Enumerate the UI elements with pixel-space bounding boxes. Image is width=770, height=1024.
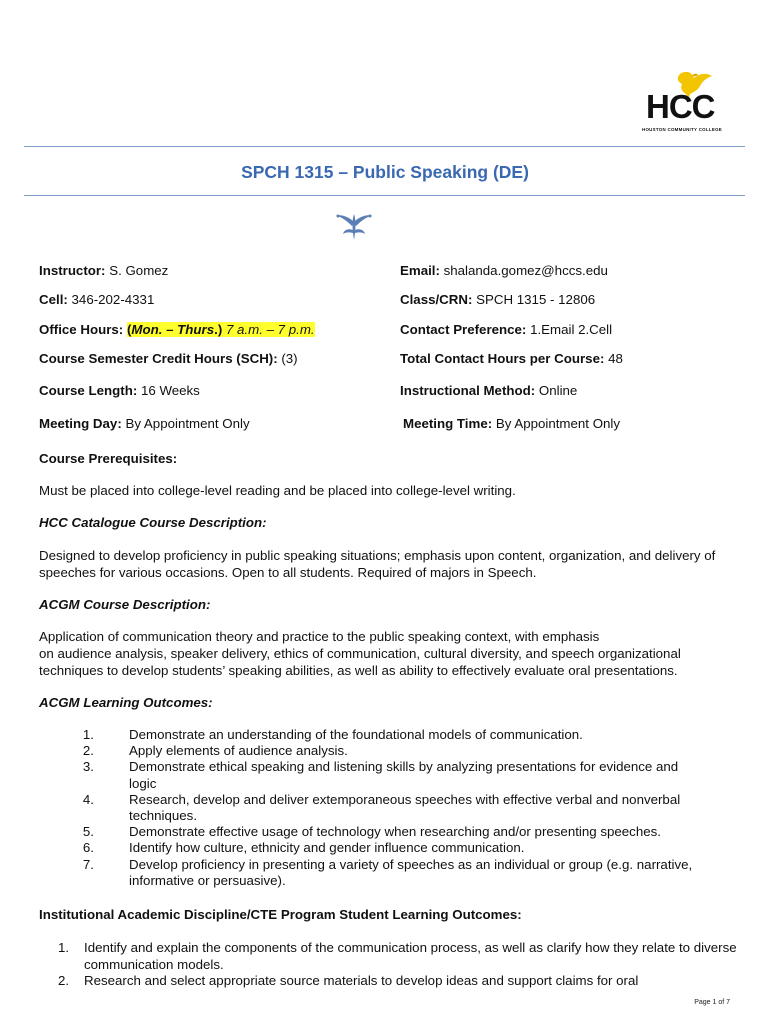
meeting-day-label: Meeting Day: xyxy=(39,416,122,431)
course-length-label: Course Length: xyxy=(39,383,138,398)
hcc-desc-text: Designed to develop proficiency in public speaking situations; emphasis upon content, organization, and delivery of speeches for various occasions. Open to all students. Required of majors in Speech. xyxy=(39,548,716,580)
email-field xyxy=(400,263,608,278)
item-number: 2. xyxy=(58,973,70,988)
class-crn-label: Class/CRN: xyxy=(400,292,473,307)
item-text: Research, develop and deliver extemporaneous speeches with effective verbal and nonverbal techniques. xyxy=(129,791,681,824)
item-text: Research and select appropriate source materials to develop ideas and support claims for oral xyxy=(84,973,639,988)
item-text: Apply elements of audience analysis. xyxy=(129,743,348,759)
contact-hours-label: Total Contact Hours per Course: xyxy=(400,351,605,366)
meeting-time-label: Meeting Time: xyxy=(403,416,493,431)
prereq-text: Must be placed into college-level reading and be placed into college-level writing. xyxy=(39,483,516,498)
contact-pref-value: 1.Email 2.Cell xyxy=(530,322,613,337)
office-hours-times: 7 a.m. – 7 p.m. xyxy=(222,322,315,337)
item-number: 4. xyxy=(82,791,94,807)
list-item xyxy=(39,743,739,759)
list-item xyxy=(39,824,739,840)
acgm-outcomes-heading: ACGM Learning Outcomes: xyxy=(39,695,213,710)
item-number: 7. xyxy=(82,856,94,872)
office-hours-label: Office Hours: xyxy=(39,322,124,337)
meeting-time-value: By Appointment Only xyxy=(495,416,621,431)
list-item xyxy=(39,792,739,824)
list-item xyxy=(58,973,738,990)
logo-word: HCC xyxy=(646,88,715,125)
cell-value: 346-202-4331 xyxy=(71,292,155,307)
office-hours-close: .) xyxy=(214,322,223,337)
instructor-label: Instructor: xyxy=(39,263,106,278)
institutional-list xyxy=(58,940,738,990)
email-value[interactable]: shalanda.gomez@hccs.edu xyxy=(443,263,608,278)
institutional-heading: Institutional Academic Discipline/CTE Program Student Learning Outcomes: xyxy=(39,907,522,922)
item-text: Develop proficiency in presenting a variety of speeches as an individual or group (e.g. narrative, informative or persuasive). xyxy=(129,856,693,888)
item-number: 6. xyxy=(82,840,94,856)
instr-method-value: Online xyxy=(538,383,578,398)
item-text: Identify and explain the components of the communication process, as well as clarify how they relate to diverse communication models. xyxy=(84,940,737,972)
page-number: Page 1 of 7 xyxy=(694,999,730,1006)
contact-hours-field xyxy=(400,351,623,366)
class-crn-field xyxy=(400,292,595,307)
credit-hours-field xyxy=(39,351,298,366)
acgm-desc-line: on audience analysis, speaker delivery, ethics of communication, cultural diversity, and speech organizational xyxy=(39,646,681,661)
item-text: Demonstrate effective usage of technology when researching and/or presenting speeches. xyxy=(129,824,661,840)
list-item xyxy=(58,940,738,973)
course-length-field xyxy=(39,383,200,398)
office-hours-days: Mon. – Thurs xyxy=(131,322,215,337)
bottom-rule xyxy=(24,195,745,196)
item-number: 1. xyxy=(58,940,70,955)
meeting-day-value: By Appointment Only xyxy=(125,416,250,431)
class-crn-value: SPCH 1315 - 12806 xyxy=(476,292,596,307)
office-hours-field xyxy=(39,322,315,337)
contact-hours-value: 48 xyxy=(608,351,623,366)
item-text: Demonstrate ethical speaking and listening skills by analyzing presentations for evidence and logic xyxy=(129,759,679,791)
prereq-heading: Course Prerequisites: xyxy=(39,451,178,466)
office-hours-highlight xyxy=(127,322,315,337)
credit-hours-label: Course Semester Credit Hours (SCH): xyxy=(39,351,278,366)
course-title: SPCH 1315 – Public Speaking (DE) xyxy=(241,162,529,182)
acgm-desc-heading: ACGM Course Description: xyxy=(39,597,211,612)
meeting-day-field xyxy=(39,416,250,431)
logo-subtitle: HOUSTON COMMUNITY COLLEGE xyxy=(642,127,723,132)
cell-label: Cell: xyxy=(39,292,68,307)
contact-pref-field xyxy=(400,322,612,337)
office-hours-open: ( xyxy=(126,322,132,337)
acgm-desc-text xyxy=(39,628,759,679)
cell-field xyxy=(39,292,154,307)
email-label: Email: xyxy=(400,263,440,278)
acgm-outcomes-list xyxy=(39,727,739,889)
instructor-value: S. Gomez xyxy=(109,263,169,278)
contact-pref-label: Contact Preference: xyxy=(400,322,527,337)
item-text: Identify how culture, ethnicity and gender influence communication. xyxy=(129,840,525,856)
item-number: 3. xyxy=(82,759,94,775)
list-item xyxy=(39,759,739,791)
item-number: 2. xyxy=(82,743,94,759)
acgm-desc-line: Application of communication theory and practice to the public speaking context, with emphasis xyxy=(39,629,600,644)
item-number: 5. xyxy=(82,824,94,840)
item-text: Demonstrate an understanding of the foundational models of communication. xyxy=(129,727,583,742)
instr-method-field xyxy=(400,383,577,398)
item-number: 1. xyxy=(82,727,94,742)
top-rule xyxy=(24,146,745,147)
fleur-ornament-icon xyxy=(334,208,374,242)
credit-hours-value: (3) xyxy=(281,351,298,366)
list-item xyxy=(39,840,739,856)
hcc-logo xyxy=(640,70,740,138)
meeting-time-field xyxy=(403,416,620,431)
instructor-field xyxy=(39,263,168,278)
acgm-desc-line: techniques to develop students’ speaking abilities, as well as ability to effectively evaluate oral presentations. xyxy=(39,663,678,678)
hcc-desc-heading: HCC Catalogue Course Description: xyxy=(39,515,267,530)
list-item xyxy=(39,727,739,743)
course-length-value: 16 Weeks xyxy=(140,383,200,398)
instr-method-label: Instructional Method: xyxy=(400,383,536,398)
list-item xyxy=(39,857,739,889)
